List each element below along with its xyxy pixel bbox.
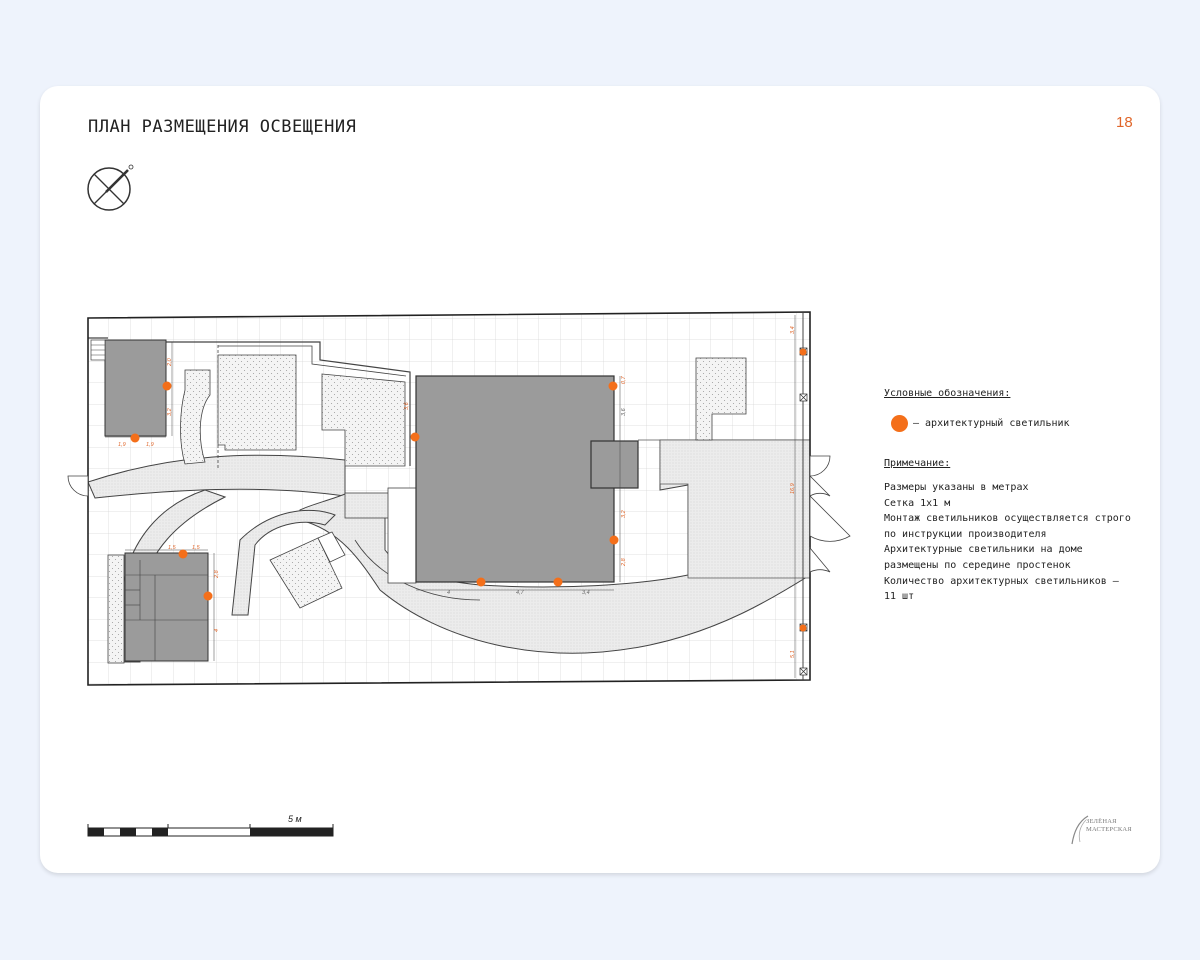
light-fixture-marker	[610, 536, 619, 545]
light-fixture-marker	[411, 433, 420, 442]
logo-line: ЗЕЛЁНАЯ	[1086, 818, 1117, 825]
note-line: размещены по середине простенок	[884, 559, 1071, 571]
dim-label: 4,7	[516, 590, 524, 596]
light-fixture-legend-icon	[891, 415, 908, 432]
light-fixture-marker	[800, 349, 807, 356]
light-fixture-marker	[179, 550, 188, 559]
logo-line: МАСТЕРСКАЯ	[1086, 826, 1132, 833]
logo-text	[1086, 818, 1132, 834]
light-fixture-marker	[609, 382, 618, 391]
dim-label: 16,9	[790, 483, 796, 494]
dim-label: 2,8	[214, 570, 220, 578]
light-fixture-marker	[800, 625, 807, 632]
note-line: Размеры указаны в метрах	[884, 482, 1029, 493]
notes-title: Примечание:	[884, 458, 951, 469]
dim-label: 4	[214, 628, 220, 632]
dim-label: 3,4	[790, 326, 796, 334]
legend-item-label: – архитектурный светильник	[913, 418, 1070, 429]
light-fixture-marker	[131, 434, 140, 443]
dim-label: 0,7	[621, 376, 627, 384]
note-line: Монтаж светильников осуществляется строго	[884, 513, 1131, 525]
note-line: Количество архитектурных светильников –	[884, 575, 1119, 587]
dim-label: 3,2	[621, 510, 627, 518]
dim-label: 3,4	[582, 590, 590, 596]
note-line: Архитектурные светильники на доме	[884, 544, 1083, 556]
dim-label: 4	[447, 590, 451, 596]
dim-label: 2,0	[167, 358, 173, 366]
scale-label: 5 м	[288, 814, 302, 824]
dim-label: 1,5	[168, 545, 176, 551]
dim-label: 3,6	[404, 402, 410, 410]
dim-label: 5,1	[790, 650, 796, 658]
site-plan	[60, 300, 860, 700]
dim-label: 1,9	[146, 442, 154, 448]
page-title: ПЛАН РАЗМЕЩЕНИЯ ОСВЕЩЕНИЯ	[88, 117, 357, 137]
page-number: 18	[1116, 114, 1133, 131]
dim-label: 2,8	[621, 558, 627, 566]
light-fixture-marker	[554, 578, 563, 587]
dim-label: 3,2	[167, 408, 173, 416]
notes-list	[884, 480, 1154, 605]
dim-label: 1,9	[118, 442, 126, 448]
note-line: Сетка 1х1 м	[884, 497, 951, 509]
legend-title: Условные обозначения:	[884, 388, 1011, 399]
light-fixture-marker	[163, 382, 172, 391]
light-fixture-marker	[204, 592, 213, 601]
note-line: 11 шт	[884, 591, 915, 603]
light-fixture-marker	[477, 578, 486, 587]
note-line: по инструкции производителя	[884, 528, 1047, 540]
dim-label: 3,6	[621, 408, 627, 416]
dim-label: 1,5	[192, 545, 200, 551]
north-arrow-icon	[86, 162, 136, 214]
